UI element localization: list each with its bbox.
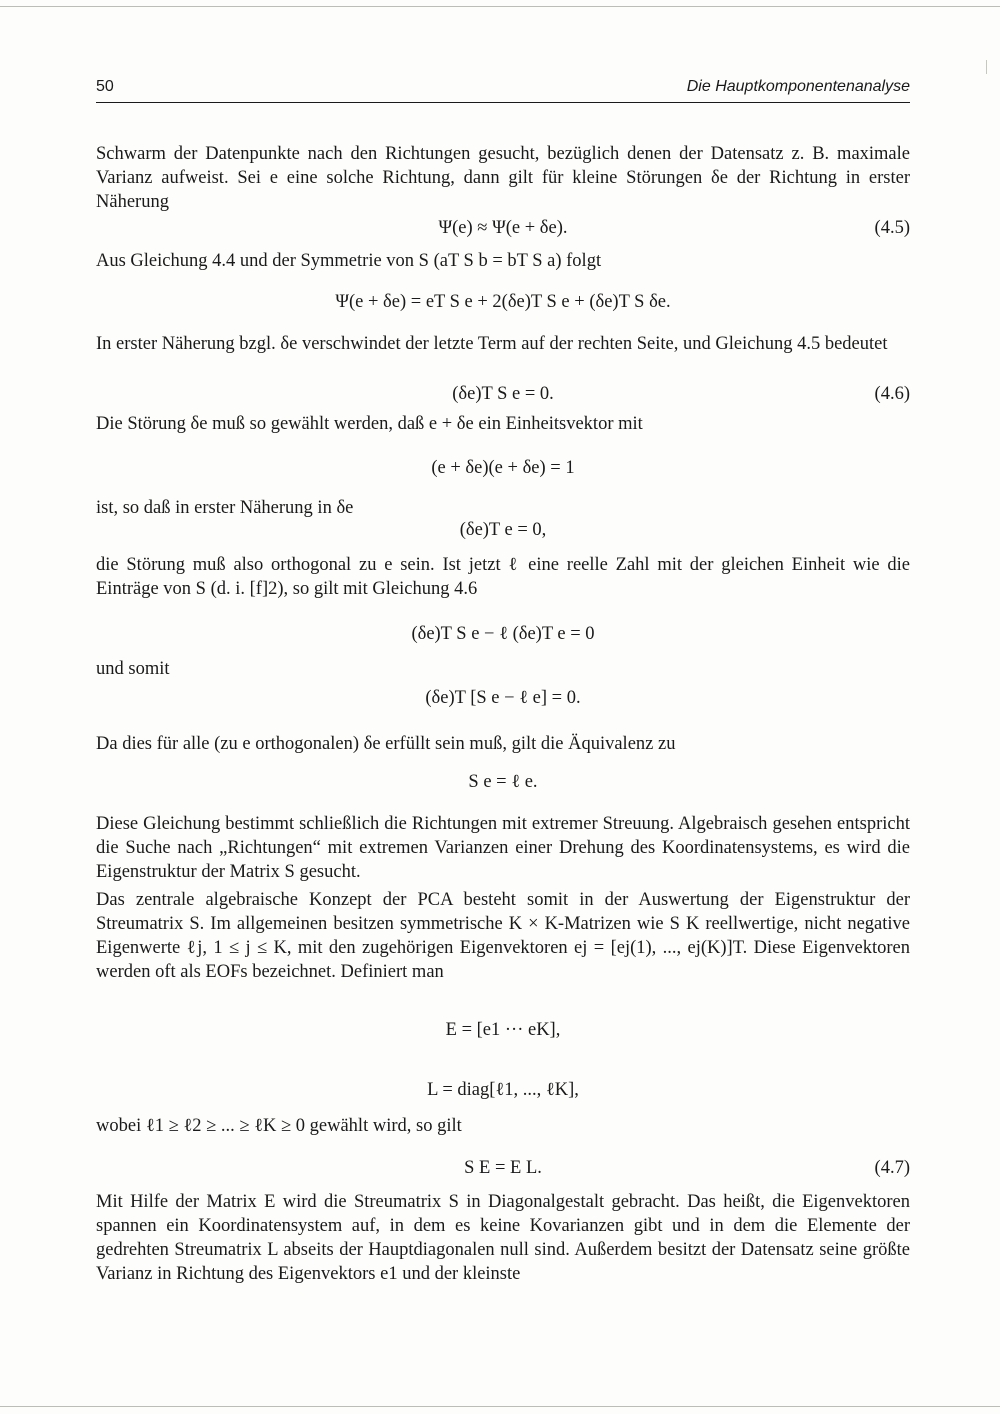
scan-edge-bottom	[0, 1406, 1000, 1407]
paragraph-12: Mit Hilfe der Matrix E wird die Streumatrix S in Diagonalgestalt gebracht. Das heißt, die Eigenvektoren spannen ein Koordinatensystem auf, in dem es keine Kovarianzen gibt und in dem die Elemente der gedrehten Streumatrix L abseits der Hauptdiagonalen null sind. Außerdem besitzt der Datensatz seine größte Varianz in Richtung des Eigenvektors e1 und der kleinste	[96, 1192, 910, 1284]
scan-edge-top	[0, 6, 1000, 7]
running-title: Die Hauptkomponentenanalyse	[686, 78, 910, 95]
equation-4-5: Ψ(e) ≈ Ψ(e + δe). (4.5)	[438, 218, 910, 238]
page-number: 50	[96, 78, 114, 95]
paragraph-3: In erster Näherung bzgl. δe verschwindet der letzte Term auf der rechten Seite, und Gleichung 4.5 bedeutet	[96, 334, 888, 354]
equation-L-definition: L = diag[ℓ1, ..., ℓK],	[427, 1080, 579, 1100]
paragraph-1: Schwarm der Datenpunkte nach den Richtungen gesucht, bezüglich denen der Datensatz z. B. maximale Varianz aufweist. Sei e eine solche Richtung, dann gilt für kleine Störungen δe der Richtung in erster Näherung	[96, 144, 910, 212]
equation-4-6: (δe)T S e = 0. (4.6)	[452, 384, 910, 404]
paragraph-9: Diese Gleichung bestimmt schließlich die Richtungen mit extremer Streuung. Algebraisch gesehen entspricht die Suche nach „Richtungen“ mit extremen Varianzen einer Drehung des Koordinatensystems, es wird die Eigenstruktur der Matrix S gesucht.	[96, 814, 910, 882]
equation-a: (δe)T S e − ℓ (δe)T e = 0	[411, 624, 595, 644]
equation-b: (δe)T [S e − ℓ e] = 0.	[425, 688, 581, 708]
equation-eigen: S e = ℓ e.	[468, 772, 538, 792]
equation-E-definition: E = [e1 ··· eK],	[445, 1020, 561, 1040]
paragraph-6: die Störung muß also orthogonal zu e sein. Ist jetzt ℓ eine reelle Zahl mit der gleichen Einheit wie die Einträge von S (d. i. [f]2), so gilt mit Gleichung 4.6	[96, 555, 910, 599]
paragraph-5: ist, so daß in erster Näherung in δe	[96, 498, 354, 518]
paragraph-10: Das zentrale algebraische Konzept der PCA besteht somit in der Auswertung der Eigenstruktur der Streumatrix S. Im allgemeinen besitzen symmetrische K × K-Matrizen wie S K reellwertige, nicht negative Eigenwerte ℓj, 1 ≤ j ≤ K, mit den zugehörigen Eigenvektoren ej = [ej(1), ..., ej(K)]T. Diese Eigenvektoren werden oft als EOFs bezeichnet. Definiert man	[96, 890, 910, 982]
equation-orthogonality: (δe)T e = 0,	[459, 520, 547, 540]
equation-number: (4.7)	[874, 1158, 910, 1178]
paragraph-8: Da dies für alle (zu e orthogonalen) δe erfüllt sein muß, gilt die Äquivalenz zu	[96, 734, 676, 754]
equation-number: (4.5)	[874, 218, 910, 238]
paragraph-11: wobei ℓ1 ≥ ℓ2 ≥ ... ≥ ℓK ≥ 0 gewählt wird, so gilt	[96, 1116, 462, 1136]
scan-mark-right	[986, 60, 987, 74]
paragraph-2: Aus Gleichung 4.4 und der Symmetrie von S (aT S b = bT S a) folgt	[96, 251, 602, 271]
paragraph-7: und somit	[96, 659, 170, 679]
equation-unit-vector: (e + δe)(e + δe) = 1	[431, 458, 575, 478]
equation-4-7: S E = E L. (4.7)	[464, 1158, 910, 1178]
paragraph-4: Die Störung δe muß so gewählt werden, daß e + δe ein Einheitsvektor mit	[96, 414, 643, 434]
equation-expansion: Ψ(e + δe) = eT S e + 2(δe)T S e + (δe)T S δe.	[335, 292, 671, 312]
running-header	[96, 76, 910, 103]
equation-number: (4.6)	[874, 384, 910, 404]
